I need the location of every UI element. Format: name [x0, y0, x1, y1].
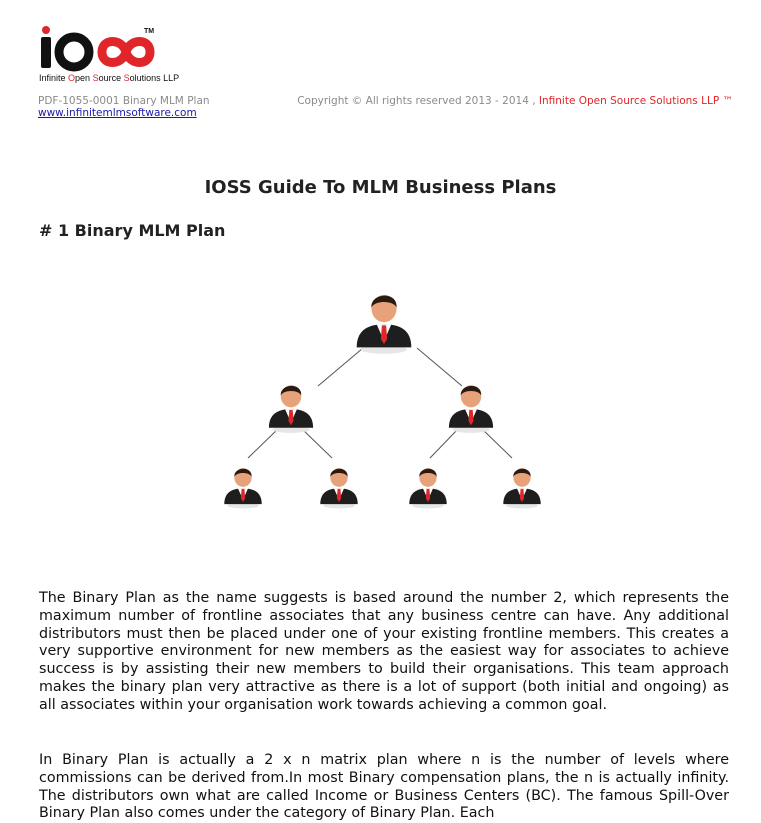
person-icon-left — [269, 385, 313, 433]
section-heading: # 1 Binary MLM Plan — [39, 221, 226, 240]
person-icon-lr — [320, 468, 357, 508]
document-id: PDF-1055-0001 Binary MLM Plan — [38, 95, 210, 107]
company-name: Infinite Open Source Solutions LLP ™ — [535, 95, 733, 107]
logo-tm: TM — [144, 28, 155, 35]
person-icon-rr — [503, 468, 540, 508]
document-title: IOSS Guide To MLM Business Plans — [204, 177, 557, 198]
person-icon-ll — [224, 468, 261, 508]
paragraph-binary-matrix: In Binary Plan is actually a 2 x n matrix plan where n is the number of levels where commissions can be derived from.In most Binary compensation plans, the n is actually infinity. The distributors own what are called Income or Business Centers (BC). The famous Spill-Over Binary Plan also comes under the category of Binary Plan. Each — [39, 752, 729, 822]
website-link[interactable]: www.infinitemlmsoftware.com — [38, 107, 197, 119]
person-icon-right — [449, 385, 493, 433]
paragraph-binary-plan-intro: The Binary Plan as the name suggests is based around the number 2, which represents the maximum number of frontline associates that any business centre can have. Any additional distributors must then be placed under one of your existing frontline members. This creates a very supportive environment for new members as the easiest way for associates to achieve success is by assisting their new members to build their organisations. This team approach makes the binary plan very attractive as there is a lot of support (both initial and ongoing) as all associates within your organisation work towards achieving a common goal. — [39, 590, 729, 713]
person-icon-rl — [409, 468, 446, 508]
person-icon-root — [357, 295, 412, 354]
logo-caption: Infinite Open Source Solutions LLP — [39, 73, 180, 83]
logo-glyphs — [41, 26, 150, 68]
copyright-notice: Copyright © All rights reserved 2013 - 2014 , Infinite Open Source Solutions LLP ™ — [297, 95, 733, 107]
binary-tree-diagram — [200, 280, 580, 520]
